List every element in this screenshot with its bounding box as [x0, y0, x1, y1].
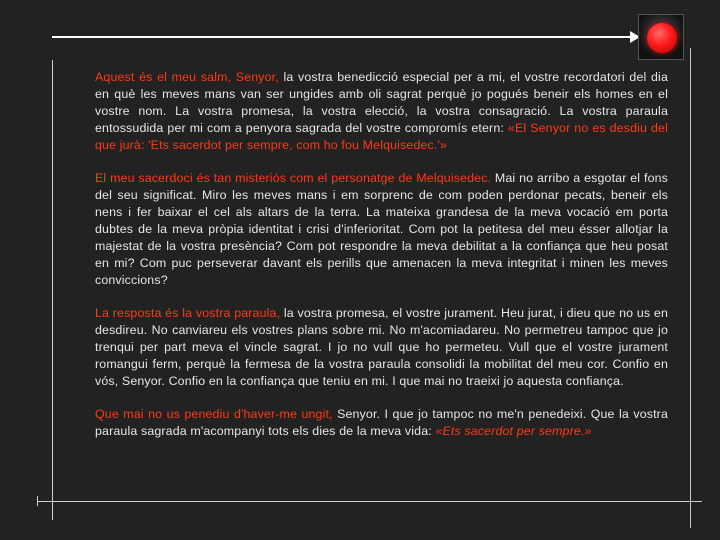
record-button-icon[interactable]	[647, 23, 677, 53]
paragraph-3-lead: La resposta és la vostra paraula,	[95, 306, 281, 320]
paragraph-1	[95, 69, 668, 154]
paragraph-4-lead: Que mai no us penediu d'haver-me ungit,	[95, 407, 333, 421]
paragraph-2-body: Mai no arribo a esgotar el fons del seu significat. Miro les meves mans i em sorprenc de com poden perdonar pecats, beneir els nens i fer baixar el cel als altars de la terra. La mateixa grandesa de la meva vocació em porta dubtes de la meva pròpia identitat i crisi d'inferioritat. Com pot la petitesa del meu ésser allotjar la majestat de la vostra presència? Com pot respondre la meva debilitat a la confiança que heu posat en mi? Com puc perseverar davant els perills que amenacen la meva integritat i minen les meves conviccions?	[95, 171, 668, 287]
paragraph-1-body: la vostra benedicció especial per a mi, el vostre recordatori del dia en què les meves mans van ser ungides amb oli sagrat perquè jo pogués beneir els homes en el vostre nom. La vostra promesa, la vostra elecció, la vostra consagració. La vostra paraula entossudida per mi com a penyora sagrada del vostre compromís etern:	[95, 70, 668, 135]
paragraph-2-lead: El meu sacerdoci és tan misteriós com el personatge de Melquisedec.	[95, 171, 492, 185]
bottom-rule-tick	[37, 496, 38, 506]
bottom-rule	[37, 501, 702, 502]
right-vertical-rule	[690, 48, 691, 528]
paragraph-1-lead: Aquest és el meu salm, Senyor,	[95, 70, 279, 84]
paragraph-4-quote: «Ets sacerdot per sempre.»	[435, 424, 592, 438]
paragraph-3	[95, 305, 668, 390]
paragraph-4-body: Senyor. I que jo tampoc no me'n penedeixi. Que la vostra paraula sagrada m'acompanyi tots els dies de la meva vida:	[95, 407, 668, 438]
text-body	[95, 69, 668, 456]
paragraph-3-body: la vostra promesa, el vostre jurament. Heu jurat, i dieu que no us en desdireu. No canviareu els vostres plans sobre mi. No m'acomiadareu. No permetreu tampoc que jo trenqui per part meva el vincle sagrat. I jo no vull que ho permeteu. Vull que el vostre jurament romangui ferm, perquè la fermesa de la vostra paraula consolidi la mobilitat del meu cor. Confio en vós, Senyor. Confio en la confiança que teniu en mi. I que mai no traeixi jo aquesta confiança.	[95, 306, 669, 388]
record-button-box[interactable]	[638, 14, 684, 60]
paragraph-2	[95, 170, 668, 289]
paragraph-1-quote: «El Senyor no es desdiu del que jurà: 'Ets sacerdot per sempre, com ho fou Melquisedec.'»	[95, 121, 668, 152]
paragraph-4	[95, 406, 668, 440]
left-vertical-rule	[52, 60, 53, 520]
top-arrow-line	[52, 36, 632, 38]
